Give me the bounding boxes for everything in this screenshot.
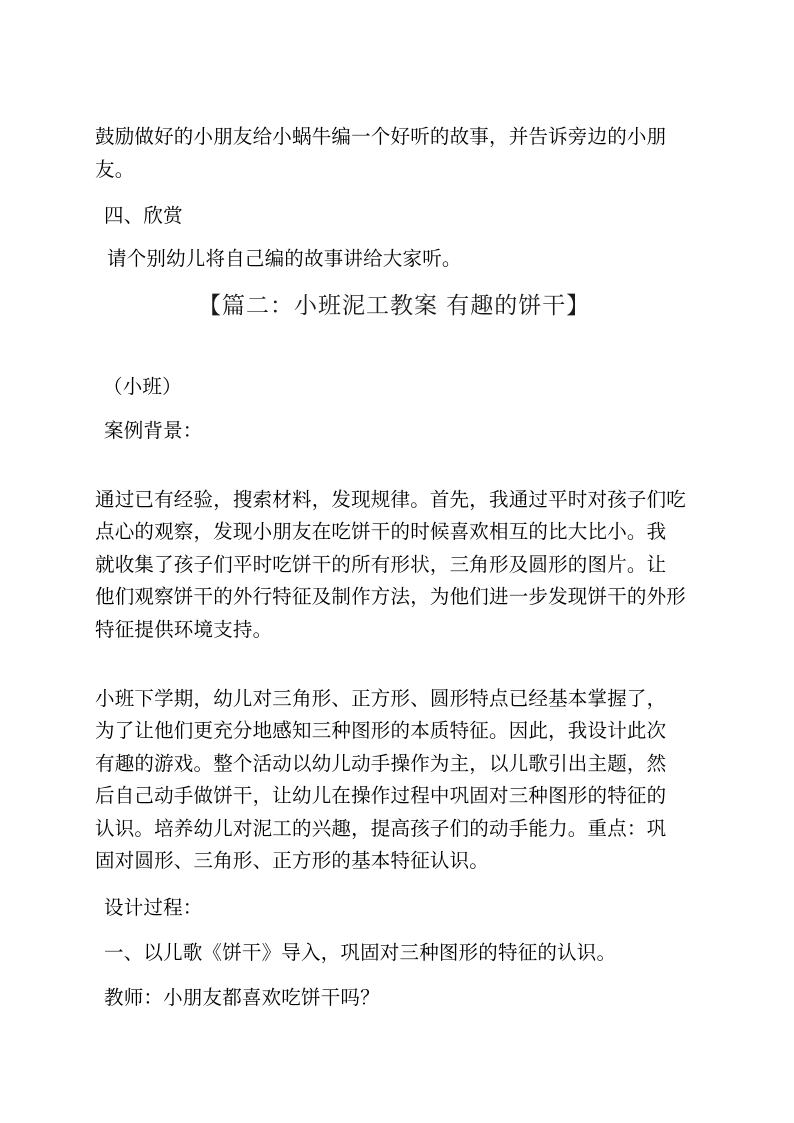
class-label: （小班） <box>103 375 182 398</box>
step-heading: 一、以儿歌《饼干》导入，巩固对三种图形的特征的认识。 <box>104 941 617 964</box>
paragraph-line: 认识。培养幼儿对泥工的兴趣，提高孩子们的动手能力。重点：巩 <box>95 817 667 840</box>
paragraph-line: 点心的观察，发现小朋友在吃饼干的时候喜欢相互的比大比小。我 <box>95 520 667 543</box>
section-heading: 设计过程： <box>104 896 203 919</box>
section-heading: 案例背景： <box>104 419 203 442</box>
article-title: 【篇二：小班泥工教案 有趣的饼干】 <box>198 293 591 319</box>
paragraph-line: 就收集了孩子们平时吃饼干的所有形状，三角形及圆形的图片。让 <box>95 553 667 576</box>
paragraph-line: 特征提供环境支持。 <box>95 618 273 641</box>
paragraph-line: 为了让他们更充分地感知三种图形的本质特征。因此，我设计此次 <box>95 719 667 742</box>
paragraph-line: 鼓励做好的小朋友给小蜗牛编一个好听的故事，并告诉旁边的小朋 <box>95 125 667 148</box>
section-heading: 四、欣赏 <box>104 204 183 227</box>
paragraph-line: 固对圆形、三角形、正方形的基本特征认识。 <box>95 849 490 872</box>
paragraph-line: 后自己动手做饼干，让幼儿在操作过程中巩固对三种图形的特征的 <box>95 784 667 807</box>
paragraph-line: 友。 <box>95 158 135 181</box>
paragraph-line: 小班下学期，幼儿对三角形、正方形、圆形特点已经基本掌握了， <box>95 687 667 710</box>
paragraph-line: 他们观察饼干的外行特征及制作方法，为他们进一步发现饼干的外形 <box>95 585 687 608</box>
dialogue-line: 教师：小朋友都喜欢吃饼干吗？ <box>104 986 380 1009</box>
paragraph-line: 请个别幼儿将自己编的故事讲给大家听。 <box>107 247 462 270</box>
paragraph-line: 有趣的游戏。整个活动以幼儿动手操作为主，以儿歌引出主题，然 <box>95 752 667 775</box>
paragraph-line: 通过已有经验，搜索材料，发现规律。首先，我通过平时对孩子们吃 <box>95 488 687 511</box>
